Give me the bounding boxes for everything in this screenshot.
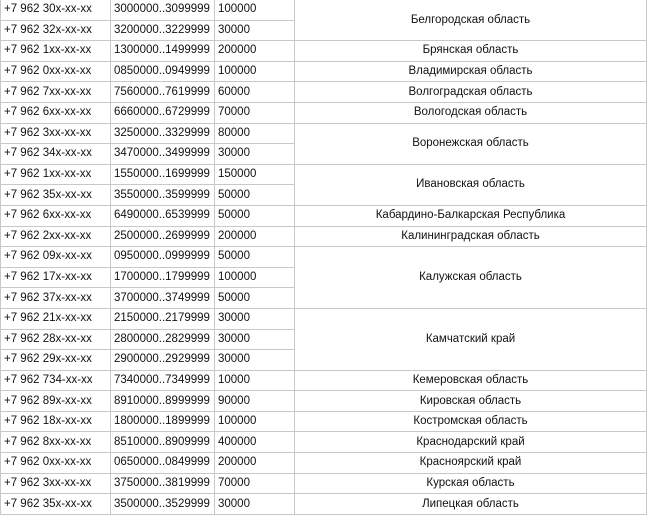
region-cell: Красноярский край: [295, 453, 647, 474]
capacity-cell: 30000: [215, 144, 295, 165]
capacity-cell: 70000: [215, 473, 295, 494]
region-cell: Вологодская область: [295, 102, 647, 123]
table-row: [1, 82, 647, 103]
number-range-cell: 1550000..1699999: [111, 164, 215, 185]
table-row: [1, 411, 647, 432]
table-row: [1, 453, 647, 474]
table-body: [1, 0, 647, 514]
region-cell: Белгородская область: [295, 0, 647, 41]
capacity-cell: 100000: [215, 411, 295, 432]
number-mask-cell: +7 962 1xx-xx-xx: [1, 164, 111, 185]
region-cell: Краснодарский край: [295, 432, 647, 453]
capacity-cell: 10000: [215, 370, 295, 391]
capacity-cell: 100000: [215, 0, 295, 20]
number-mask-cell: +7 962 89x-xx-xx: [1, 391, 111, 412]
number-mask-cell: +7 962 0xx-xx-xx: [1, 61, 111, 82]
number-mask-cell: +7 962 3xx-xx-xx: [1, 473, 111, 494]
capacity-cell: 70000: [215, 102, 295, 123]
capacity-cell: 400000: [215, 432, 295, 453]
number-mask-cell: +7 962 1xx-xx-xx: [1, 41, 111, 62]
capacity-cell: 90000: [215, 391, 295, 412]
table-row: [1, 61, 647, 82]
capacity-cell: 100000: [215, 267, 295, 288]
number-mask-cell: +7 962 30x-xx-xx: [1, 0, 111, 20]
number-range-cell: 3000000..3099999: [111, 0, 215, 20]
number-mask-cell: +7 962 29x-xx-xx: [1, 350, 111, 371]
number-range-cell: 3470000..3499999: [111, 144, 215, 165]
number-mask-cell: +7 962 7xx-xx-xx: [1, 82, 111, 103]
number-mask-cell: +7 962 28x-xx-xx: [1, 329, 111, 350]
number-range-cell: 1800000..1899999: [111, 411, 215, 432]
table-row: [1, 391, 647, 412]
capacity-cell: 30000: [215, 308, 295, 329]
number-range-cell: 3500000..3529999: [111, 494, 215, 515]
number-range-cell: 8510000..8909999: [111, 432, 215, 453]
number-mask-cell: +7 962 6xx-xx-xx: [1, 102, 111, 123]
number-range-cell: 7340000..7349999: [111, 370, 215, 391]
number-range-cell: 2800000..2829999: [111, 329, 215, 350]
region-cell: Волгоградская область: [295, 82, 647, 103]
number-range-cell: 2150000..2179999: [111, 308, 215, 329]
capacity-cell: 30000: [215, 494, 295, 515]
table-row: [1, 308, 647, 329]
number-mask-cell: +7 962 32x-xx-xx: [1, 20, 111, 41]
region-cell: Кабардино-Балкарская Республика: [295, 205, 647, 226]
number-range-cell: 3250000..3329999: [111, 123, 215, 144]
table-row: [1, 41, 647, 62]
capacity-cell: 60000: [215, 82, 295, 103]
table-row: [1, 226, 647, 247]
capacity-cell: 200000: [215, 226, 295, 247]
number-range-cell: 8910000..8999999: [111, 391, 215, 412]
number-mask-cell: +7 962 3xx-xx-xx: [1, 123, 111, 144]
table-row: [1, 0, 647, 20]
region-cell: Липецкая область: [295, 494, 647, 515]
region-cell: Брянская область: [295, 41, 647, 62]
capacity-cell: 30000: [215, 329, 295, 350]
number-range-cell: 3750000..3819999: [111, 473, 215, 494]
number-mask-cell: +7 962 0xx-xx-xx: [1, 453, 111, 474]
number-mask-cell: +7 962 6xx-xx-xx: [1, 205, 111, 226]
number-mask-cell: +7 962 734-xx-xx: [1, 370, 111, 391]
number-range-cell: 2500000..2699999: [111, 226, 215, 247]
capacity-cell: 30000: [215, 350, 295, 371]
number-mask-cell: +7 962 21x-xx-xx: [1, 308, 111, 329]
capacity-cell: 50000: [215, 185, 295, 206]
number-mask-cell: +7 962 37x-xx-xx: [1, 288, 111, 309]
number-mask-cell: +7 962 18x-xx-xx: [1, 411, 111, 432]
capacity-cell: 150000: [215, 164, 295, 185]
region-cell: Курская область: [295, 473, 647, 494]
capacity-cell: 50000: [215, 247, 295, 268]
number-range-cell: 3200000..3229999: [111, 20, 215, 41]
number-range-cell: 6490000..6539999: [111, 205, 215, 226]
table-row: [1, 164, 647, 185]
region-cell: Костромская область: [295, 411, 647, 432]
table-row: [1, 102, 647, 123]
number-mask-cell: +7 962 35x-xx-xx: [1, 494, 111, 515]
table-row: [1, 494, 647, 515]
table-row: [1, 432, 647, 453]
region-cell: Камчатский край: [295, 308, 647, 370]
region-cell: Ивановская область: [295, 164, 647, 205]
region-cell: Кемеровская область: [295, 370, 647, 391]
table-row: [1, 370, 647, 391]
number-range-cell: 2900000..2929999: [111, 350, 215, 371]
number-range-cell: 3550000..3599999: [111, 185, 215, 206]
region-cell: Калининградская область: [295, 226, 647, 247]
table-row: [1, 473, 647, 494]
capacity-cell: 50000: [215, 205, 295, 226]
number-range-cell: 0650000..0849999: [111, 453, 215, 474]
number-range-cell: 3700000..3749999: [111, 288, 215, 309]
number-mask-cell: +7 962 09x-xx-xx: [1, 247, 111, 268]
table-row: [1, 247, 647, 268]
region-cell: Кировская область: [295, 391, 647, 412]
capacity-cell: 50000: [215, 288, 295, 309]
capacity-cell: 100000: [215, 61, 295, 82]
table-row: [1, 205, 647, 226]
number-range-cell: 7560000..7619999: [111, 82, 215, 103]
number-mask-cell: +7 962 34x-xx-xx: [1, 144, 111, 165]
number-mask-cell: +7 962 8xx-xx-xx: [1, 432, 111, 453]
number-range-cell: 1700000..1799999: [111, 267, 215, 288]
capacity-cell: 200000: [215, 453, 295, 474]
capacity-cell: 30000: [215, 20, 295, 41]
number-mask-cell: +7 962 2xx-xx-xx: [1, 226, 111, 247]
region-cell: Владимирская область: [295, 61, 647, 82]
number-range-cell: 0850000..0949999: [111, 61, 215, 82]
number-range-cell: 0950000..0999999: [111, 247, 215, 268]
capacity-cell: 200000: [215, 41, 295, 62]
number-mask-cell: +7 962 17x-xx-xx: [1, 267, 111, 288]
number-mask-cell: +7 962 35x-xx-xx: [1, 185, 111, 206]
number-range-cell: 6660000..6729999: [111, 102, 215, 123]
table-row: [1, 123, 647, 144]
region-cell: Калужская область: [295, 247, 647, 309]
region-cell: Воронежская область: [295, 123, 647, 164]
number-range-cell: 1300000..1499999: [111, 41, 215, 62]
capacity-cell: 80000: [215, 123, 295, 144]
